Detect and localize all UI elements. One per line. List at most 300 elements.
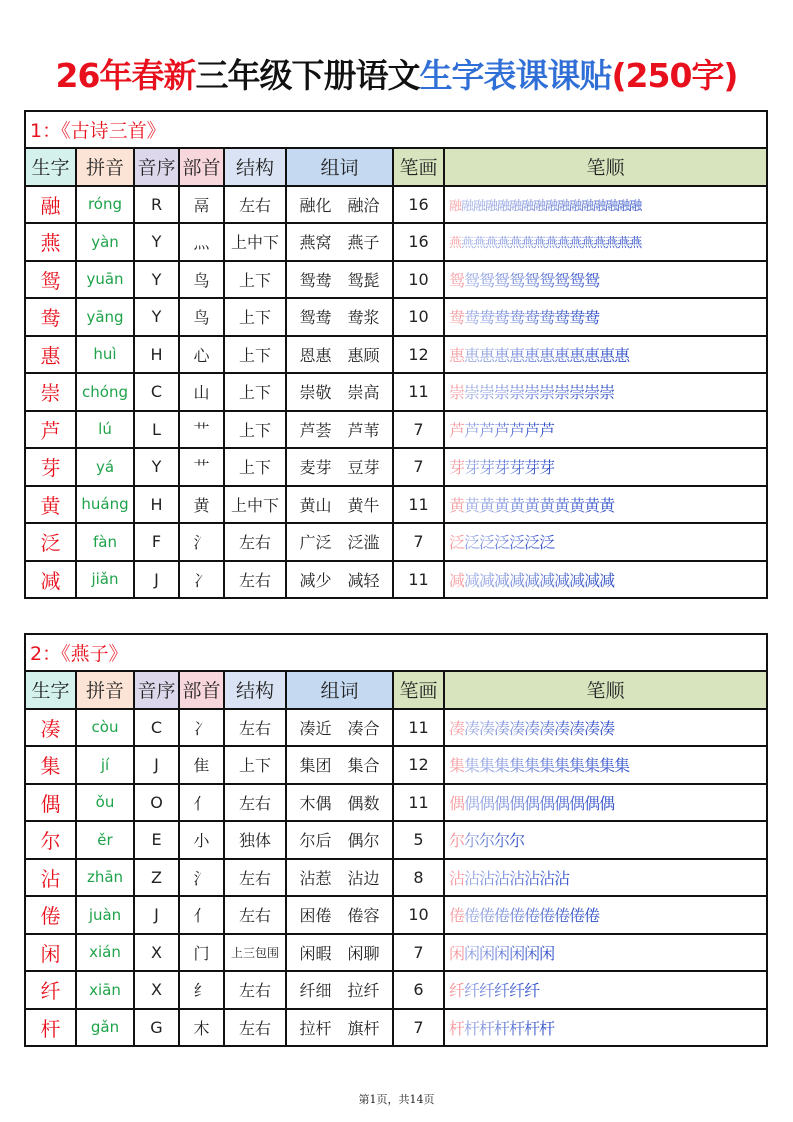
stroke-frame: 倦 — [494, 906, 510, 926]
initial: E — [134, 821, 179, 859]
column-header: 音序 — [134, 148, 179, 186]
stroke-frame: 惠 — [464, 345, 480, 365]
stroke-frame: 凑 — [554, 718, 570, 738]
initial: L — [134, 411, 179, 449]
stroke-frame: 鸯 — [509, 308, 525, 328]
stroke-frame: 减 — [584, 570, 600, 590]
stroke-frame: 杆 — [464, 1018, 480, 1038]
stroke-frame: 黄 — [554, 495, 570, 515]
pinyin: yá — [76, 448, 134, 486]
stroke-frame: 尔 — [494, 831, 510, 851]
stroke-frame: 倦 — [569, 906, 585, 926]
stroke-frame: 燕 — [521, 236, 534, 252]
stroke-frame: 崇 — [449, 383, 465, 403]
stroke-frame: 黄 — [524, 495, 540, 515]
column-header: 部首 — [179, 148, 224, 186]
words: 凑近 凑合 — [286, 709, 393, 747]
stroke-frame: 倦 — [509, 906, 525, 926]
character-table — [24, 110, 768, 599]
section-heading: 2：《燕子》 — [25, 634, 767, 671]
stroke-frame: 芽 — [539, 458, 555, 478]
pinyin: fàn — [76, 523, 134, 561]
stroke-frame: 燕 — [557, 236, 570, 252]
stroke-count: 12 — [393, 336, 444, 374]
stroke-frame: 减 — [494, 570, 510, 590]
column-header: 组词 — [286, 148, 393, 186]
stroke-count: 10 — [393, 896, 444, 934]
stroke-frame: 融 — [629, 198, 642, 214]
column-header: 生字 — [25, 671, 76, 709]
stroke-frame: 黄 — [539, 495, 555, 515]
stroke-frame: 鸳 — [539, 270, 555, 290]
initial: C — [134, 709, 179, 747]
radical: 小 — [179, 821, 224, 859]
pinyin: zhān — [76, 859, 134, 897]
stroke-frame: 减 — [449, 570, 465, 590]
column-header: 组词 — [286, 671, 393, 709]
stroke-count: 8 — [393, 859, 444, 897]
stroke-frame: 偶 — [539, 793, 555, 813]
stroke-frame: 沾 — [449, 868, 465, 888]
table-row — [25, 486, 767, 524]
stroke-order — [444, 373, 767, 411]
stroke-frame: 崇 — [494, 383, 510, 403]
radical: 灬 — [179, 223, 224, 261]
column-header: 拼音 — [76, 148, 134, 186]
stroke-count: 7 — [393, 523, 444, 561]
stroke-frame: 惠 — [599, 345, 615, 365]
character: 鸳 — [25, 261, 76, 299]
stroke-frame: 融 — [569, 198, 582, 214]
stroke-frame: 沾 — [539, 868, 555, 888]
stroke-frame: 集 — [614, 756, 630, 776]
column-header: 结构 — [224, 671, 286, 709]
words: 沾惹 沾边 — [286, 859, 393, 897]
radical: 艹 — [179, 411, 224, 449]
stroke-frame: 鸳 — [464, 270, 480, 290]
radical: 山 — [179, 373, 224, 411]
character: 闲 — [25, 934, 76, 972]
radical: 黄 — [179, 486, 224, 524]
stroke-frame: 惠 — [569, 345, 585, 365]
stroke-frame: 燕 — [605, 236, 618, 252]
radical: 冫 — [179, 709, 224, 747]
stroke-frame: 芽 — [494, 458, 510, 478]
stroke-order — [444, 1009, 767, 1047]
stroke-count: 5 — [393, 821, 444, 859]
table-row — [25, 934, 767, 972]
stroke-frame: 惠 — [494, 345, 510, 365]
stroke-frame: 融 — [533, 198, 546, 214]
table-row — [25, 896, 767, 934]
stroke-order — [444, 261, 767, 299]
stroke-frame: 崇 — [524, 383, 540, 403]
column-header: 结构 — [224, 148, 286, 186]
character: 倦 — [25, 896, 76, 934]
structure: 上三包围 — [224, 934, 286, 972]
stroke-count: 7 — [393, 411, 444, 449]
stroke-frame: 燕 — [461, 236, 474, 252]
stroke-frame: 黄 — [584, 495, 600, 515]
words: 崇敬 崇高 — [286, 373, 393, 411]
structure: 左右 — [224, 971, 286, 1009]
table-row — [25, 709, 767, 747]
pinyin: yàn — [76, 223, 134, 261]
stroke-frame: 鸳 — [569, 270, 585, 290]
stroke-frame: 杆 — [524, 1018, 540, 1038]
stroke-frame: 融 — [521, 198, 534, 214]
stroke-frame: 集 — [449, 756, 465, 776]
stroke-frame: 减 — [464, 570, 480, 590]
stroke-frame: 燕 — [617, 236, 630, 252]
stroke-frame: 偶 — [524, 793, 540, 813]
character: 崇 — [25, 373, 76, 411]
stroke-frame: 集 — [464, 756, 480, 776]
stroke-frame: 燕 — [545, 236, 558, 252]
table-row — [25, 784, 767, 822]
stroke-frame: 沾 — [524, 868, 540, 888]
title-part: 26年春新 — [55, 56, 196, 95]
character: 偶 — [25, 784, 76, 822]
initial: X — [134, 971, 179, 1009]
title-part: (250字) — [611, 56, 738, 95]
page-footer: 第1页，共14页 — [358, 1093, 435, 1106]
stroke-frame: 减 — [569, 570, 585, 590]
pinyin: huáng — [76, 486, 134, 524]
stroke-frame: 芦 — [464, 420, 480, 440]
stroke-frame: 黄 — [509, 495, 525, 515]
stroke-frame: 沾 — [554, 868, 570, 888]
structure: 独体 — [224, 821, 286, 859]
words: 拉杆 旗杆 — [286, 1009, 393, 1047]
stroke-frame: 惠 — [524, 345, 540, 365]
stroke-frame: 集 — [479, 756, 495, 776]
stroke-frame: 崇 — [464, 383, 480, 403]
stroke-count: 7 — [393, 448, 444, 486]
stroke-frame: 倦 — [554, 906, 570, 926]
stroke-frame: 融 — [581, 198, 594, 214]
stroke-count: 16 — [393, 223, 444, 261]
stroke-frame: 燕 — [449, 236, 462, 252]
initial: C — [134, 373, 179, 411]
character: 融 — [25, 186, 76, 224]
stroke-frame: 沾 — [479, 868, 495, 888]
stroke-frame: 凑 — [509, 718, 525, 738]
stroke-order — [444, 709, 767, 747]
stroke-frame: 减 — [554, 570, 570, 590]
words: 木偶 偶数 — [286, 784, 393, 822]
stroke-frame: 融 — [605, 198, 618, 214]
stroke-frame: 尔 — [464, 831, 480, 851]
structure: 上下 — [224, 373, 286, 411]
stroke-frame: 燕 — [593, 236, 606, 252]
structure: 上中下 — [224, 486, 286, 524]
radical: 鸟 — [179, 298, 224, 336]
stroke-frame: 泛 — [539, 533, 555, 553]
stroke-frame: 燕 — [497, 236, 510, 252]
character: 尔 — [25, 821, 76, 859]
pinyin: xiān — [76, 971, 134, 1009]
stroke-frame: 泛 — [449, 533, 465, 553]
stroke-frame: 倦 — [524, 906, 540, 926]
pinyin: ěr — [76, 821, 134, 859]
stroke-frame: 鸯 — [449, 308, 465, 328]
stroke-frame: 芦 — [479, 420, 495, 440]
stroke-frame: 芽 — [479, 458, 495, 478]
stroke-frame: 鸯 — [554, 308, 570, 328]
stroke-frame: 融 — [461, 198, 474, 214]
column-header: 笔画 — [393, 671, 444, 709]
stroke-frame: 倦 — [584, 906, 600, 926]
table-row — [25, 336, 767, 374]
character: 纤 — [25, 971, 76, 1009]
table-row — [25, 298, 767, 336]
radical: 氵 — [179, 523, 224, 561]
stroke-frame: 崇 — [569, 383, 585, 403]
stroke-order — [444, 411, 767, 449]
stroke-frame: 凑 — [539, 718, 555, 738]
stroke-frame: 芽 — [464, 458, 480, 478]
stroke-count: 7 — [393, 1009, 444, 1047]
words: 纤细 拉纤 — [286, 971, 393, 1009]
pinyin: chóng — [76, 373, 134, 411]
stroke-frame: 凑 — [599, 718, 615, 738]
table-row — [25, 448, 767, 486]
table-row — [25, 561, 767, 599]
stroke-frame: 闲 — [524, 943, 540, 963]
initial: J — [134, 746, 179, 784]
words: 减少 减轻 — [286, 561, 393, 599]
stroke-frame: 鸯 — [494, 308, 510, 328]
stroke-frame: 减 — [539, 570, 555, 590]
stroke-frame: 集 — [494, 756, 510, 776]
stroke-frame: 杆 — [539, 1018, 555, 1038]
stroke-order — [444, 186, 767, 224]
words: 黄山 黄牛 — [286, 486, 393, 524]
stroke-frame: 鸯 — [569, 308, 585, 328]
radical: 门 — [179, 934, 224, 972]
words: 闲暇 闲聊 — [286, 934, 393, 972]
stroke-frame: 减 — [509, 570, 525, 590]
stroke-frame: 杆 — [449, 1018, 465, 1038]
stroke-frame: 惠 — [584, 345, 600, 365]
stroke-frame: 纤 — [509, 981, 525, 1001]
structure: 左右 — [224, 859, 286, 897]
stroke-frame: 黄 — [569, 495, 585, 515]
stroke-frame: 凑 — [494, 718, 510, 738]
stroke-frame: 燕 — [533, 236, 546, 252]
stroke-count: 11 — [393, 486, 444, 524]
pinyin: gǎn — [76, 1009, 134, 1047]
structure: 上下 — [224, 261, 286, 299]
stroke-frame: 集 — [599, 756, 615, 776]
stroke-frame: 崇 — [509, 383, 525, 403]
stroke-order — [444, 821, 767, 859]
words: 燕窝 燕子 — [286, 223, 393, 261]
character: 杆 — [25, 1009, 76, 1047]
radical: 亻 — [179, 896, 224, 934]
stroke-frame: 纤 — [479, 981, 495, 1001]
stroke-frame: 惠 — [479, 345, 495, 365]
stroke-frame: 鸳 — [524, 270, 540, 290]
stroke-frame: 尔 — [479, 831, 495, 851]
stroke-frame: 燕 — [569, 236, 582, 252]
stroke-frame: 倦 — [464, 906, 480, 926]
stroke-frame: 芽 — [509, 458, 525, 478]
stroke-frame: 纤 — [464, 981, 480, 1001]
stroke-frame: 黄 — [599, 495, 615, 515]
column-header: 音序 — [134, 671, 179, 709]
stroke-order — [444, 784, 767, 822]
pinyin: jí — [76, 746, 134, 784]
stroke-frame: 闲 — [494, 943, 510, 963]
stroke-count: 7 — [393, 934, 444, 972]
table-row — [25, 373, 767, 411]
character: 凑 — [25, 709, 76, 747]
stroke-frame: 燕 — [581, 236, 594, 252]
initial: H — [134, 486, 179, 524]
structure: 左右 — [224, 1009, 286, 1047]
table-row — [25, 859, 767, 897]
words: 麦芽 豆芽 — [286, 448, 393, 486]
character: 鸯 — [25, 298, 76, 336]
stroke-frame: 偶 — [509, 793, 525, 813]
stroke-frame: 惠 — [614, 345, 630, 365]
column-header: 笔顺 — [444, 671, 767, 709]
stroke-frame: 偶 — [554, 793, 570, 813]
stroke-count: 11 — [393, 709, 444, 747]
table-row — [25, 1009, 767, 1047]
stroke-order — [444, 336, 767, 374]
stroke-order — [444, 934, 767, 972]
stroke-frame: 集 — [524, 756, 540, 776]
structure: 左右 — [224, 561, 286, 599]
stroke-frame: 泛 — [524, 533, 540, 553]
stroke-frame: 减 — [599, 570, 615, 590]
initial: F — [134, 523, 179, 561]
stroke-frame: 鸳 — [584, 270, 600, 290]
stroke-frame: 芦 — [539, 420, 555, 440]
initial: R — [134, 186, 179, 224]
stroke-frame: 惠 — [554, 345, 570, 365]
stroke-order — [444, 561, 767, 599]
stroke-frame: 鸯 — [584, 308, 600, 328]
stroke-order — [444, 448, 767, 486]
character: 芦 — [25, 411, 76, 449]
initial: Y — [134, 448, 179, 486]
initial: O — [134, 784, 179, 822]
stroke-count: 11 — [393, 561, 444, 599]
initial: X — [134, 934, 179, 972]
radical: 纟 — [179, 971, 224, 1009]
structure: 左右 — [224, 709, 286, 747]
character: 减 — [25, 561, 76, 599]
structure: 上下 — [224, 298, 286, 336]
stroke-frame: 崇 — [584, 383, 600, 403]
stroke-frame: 偶 — [569, 793, 585, 813]
stroke-frame: 凑 — [464, 718, 480, 738]
stroke-frame: 融 — [509, 198, 522, 214]
stroke-frame: 集 — [539, 756, 555, 776]
stroke-frame: 偶 — [479, 793, 495, 813]
character: 惠 — [25, 336, 76, 374]
words: 鸳鸯 鸳髭 — [286, 261, 393, 299]
pinyin: lú — [76, 411, 134, 449]
stroke-frame: 倦 — [539, 906, 555, 926]
stroke-frame: 泛 — [479, 533, 495, 553]
stroke-frame: 集 — [509, 756, 525, 776]
stroke-frame: 闲 — [509, 943, 525, 963]
stroke-frame: 减 — [479, 570, 495, 590]
stroke-frame: 集 — [569, 756, 585, 776]
stroke-frame: 凑 — [569, 718, 585, 738]
stroke-frame: 偶 — [599, 793, 615, 813]
stroke-frame: 泛 — [494, 533, 510, 553]
stroke-frame: 崇 — [554, 383, 570, 403]
stroke-frame: 凑 — [479, 718, 495, 738]
words: 鸳鸯 鸯浆 — [286, 298, 393, 336]
radical: 木 — [179, 1009, 224, 1047]
stroke-frame: 沾 — [464, 868, 480, 888]
stroke-frame: 黄 — [494, 495, 510, 515]
initial: Y — [134, 223, 179, 261]
stroke-frame: 鸳 — [494, 270, 510, 290]
stroke-frame: 燕 — [629, 236, 642, 252]
stroke-frame: 凑 — [584, 718, 600, 738]
stroke-frame: 燕 — [509, 236, 522, 252]
stroke-frame: 偶 — [464, 793, 480, 813]
stroke-frame: 偶 — [584, 793, 600, 813]
stroke-frame: 惠 — [449, 345, 465, 365]
words: 恩惠 惠顾 — [286, 336, 393, 374]
stroke-frame: 减 — [524, 570, 540, 590]
stroke-frame: 集 — [554, 756, 570, 776]
stroke-frame: 鸯 — [479, 308, 495, 328]
table-row — [25, 523, 767, 561]
stroke-count: 16 — [393, 186, 444, 224]
stroke-frame: 鸳 — [554, 270, 570, 290]
stroke-frame: 崇 — [539, 383, 555, 403]
structure: 上中下 — [224, 223, 286, 261]
stroke-frame: 泛 — [464, 533, 480, 553]
stroke-frame: 鸳 — [479, 270, 495, 290]
stroke-frame: 融 — [593, 198, 606, 214]
stroke-count: 12 — [393, 746, 444, 784]
structure: 上下 — [224, 411, 286, 449]
words: 广泛 泛滥 — [286, 523, 393, 561]
stroke-frame: 闲 — [464, 943, 480, 963]
stroke-frame: 融 — [545, 198, 558, 214]
stroke-frame: 鸳 — [449, 270, 465, 290]
table-row — [25, 411, 767, 449]
stroke-frame: 黄 — [464, 495, 480, 515]
table-row — [25, 821, 767, 859]
radical: 冫 — [179, 561, 224, 599]
stroke-count: 11 — [393, 373, 444, 411]
column-header: 笔画 — [393, 148, 444, 186]
stroke-frame: 凑 — [449, 718, 465, 738]
stroke-order — [444, 486, 767, 524]
structure: 左右 — [224, 784, 286, 822]
structure: 左右 — [224, 523, 286, 561]
stroke-order — [444, 523, 767, 561]
radical: 鬲 — [179, 186, 224, 224]
pinyin: còu — [76, 709, 134, 747]
pinyin: juàn — [76, 896, 134, 934]
stroke-frame: 鸯 — [524, 308, 540, 328]
pinyin: yāng — [76, 298, 134, 336]
column-header: 生字 — [25, 148, 76, 186]
